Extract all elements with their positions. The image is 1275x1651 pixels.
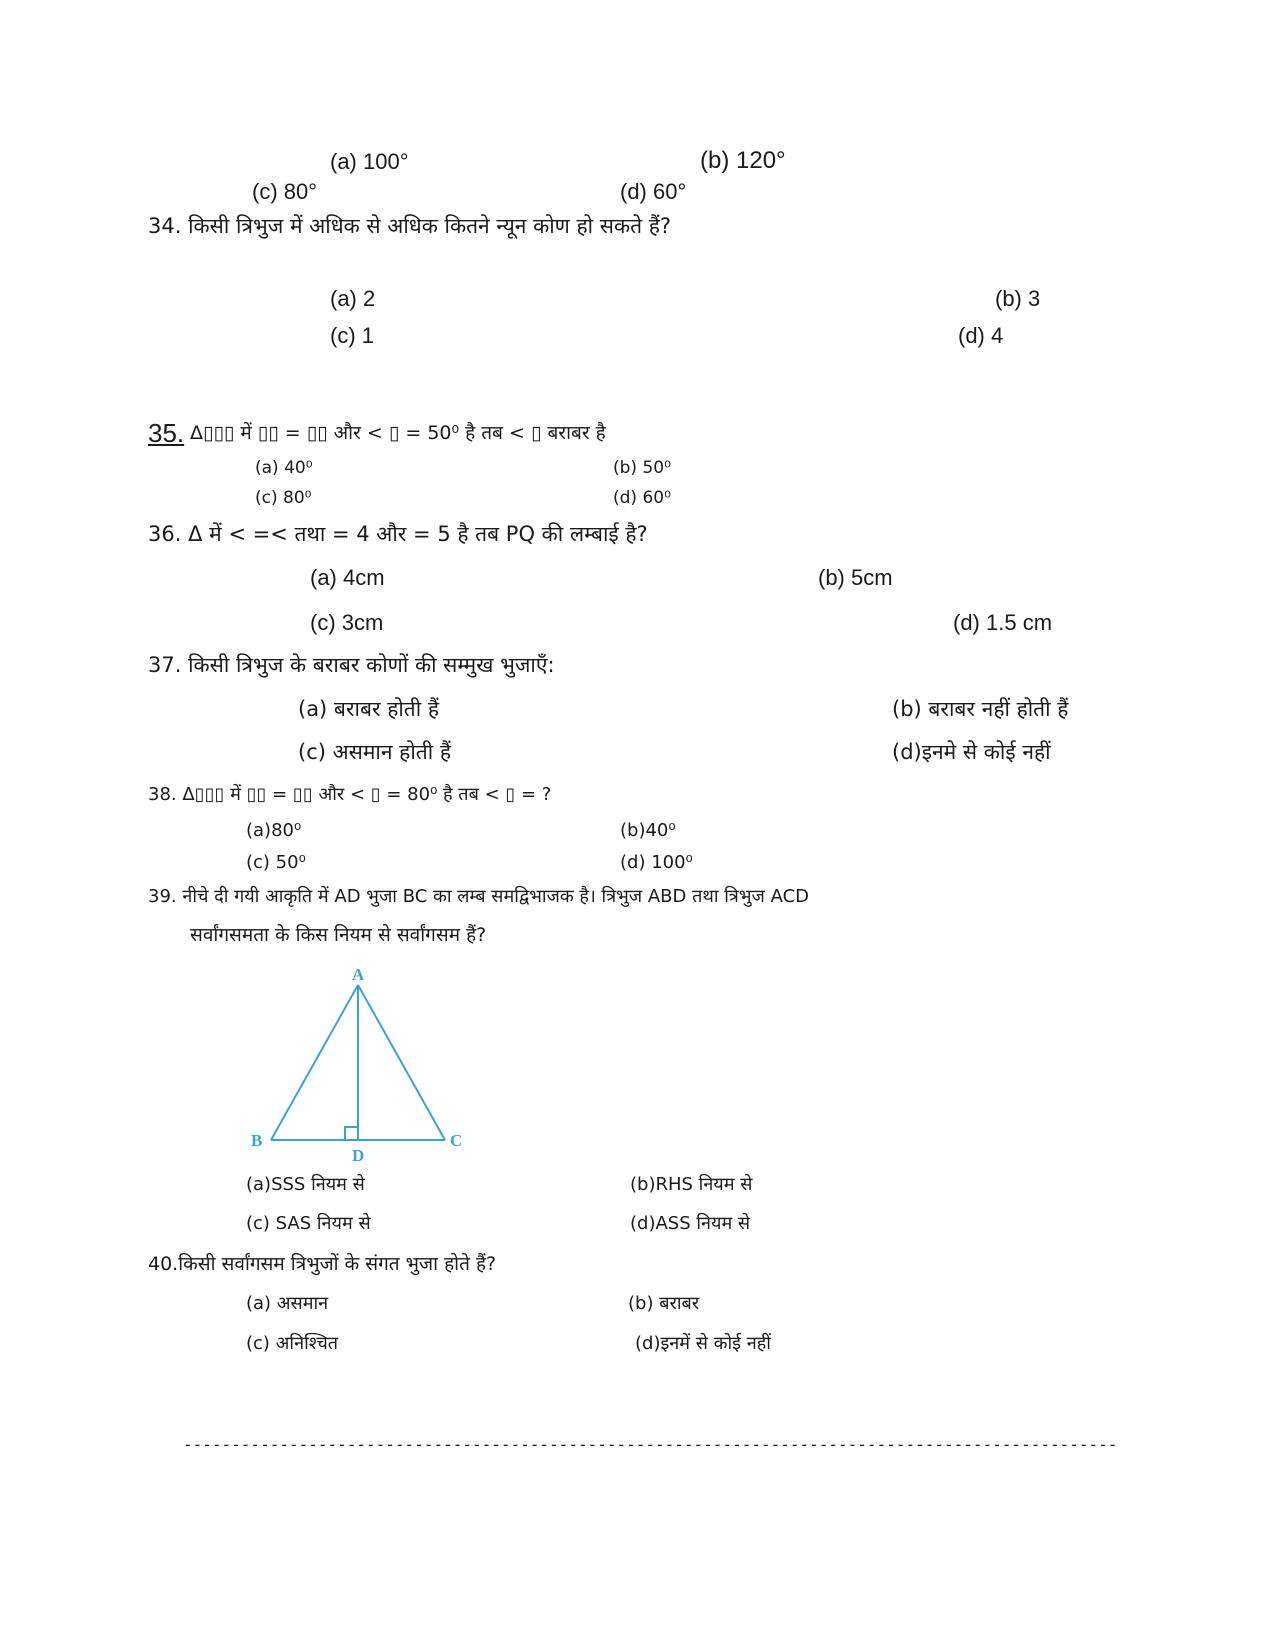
q36-option-b: (b) 5cm [818,565,893,590]
label-a: A [352,965,365,984]
q35-question: Δ▯▯▯ में ▯▯ = ▯▯ और < ▯ = 50⁰ है तब < ▯ बराबर है [190,422,606,444]
q39-option-b: (b)RHS नियम से [630,1174,753,1195]
q35-option-b: (b) 50⁰ [613,458,671,478]
q37-option-a: (a) बराबर होती हैं [298,697,440,721]
label-d: D [352,1146,365,1165]
q36-option-d: (d) 1.5 cm [953,610,1053,635]
q34-option-d: (d) 4 [958,323,1004,348]
q38-option-c: (c) 50⁰ [246,852,306,873]
q39-question-line2: सर्वांगसमता के किस नियम से सर्वांगसम हैं? [190,924,487,946]
q33-option-c: (c) 80° [252,179,318,204]
q33-option-b: (b) 120° [700,147,786,174]
q37-option-b: (b) बराबर नहीं होती हैं [892,697,1069,721]
label-c: C [450,1131,463,1150]
q34-option-a: (a) 2 [330,286,376,311]
right-angle-mark [345,1127,358,1140]
q39-question-line1: 39. नीचे दी गयी आकृति में AD भुजा BC का लम्ब समद्विभाजक है। त्रिभुज ABD तथा त्रिभुज ACD [148,886,810,907]
q36-option-c: (c) 3cm [310,610,384,635]
q35-option-d: (d) 60⁰ [613,488,671,508]
q34-option-b: (b) 3 [995,286,1041,311]
label-b: B [251,1131,263,1150]
q39-option-a: (a)SSS नियम से [246,1174,365,1195]
q38-option-a: (a)80⁰ [246,820,302,841]
q37-question: 37. किसी त्रिभुज के बराबर कोणों की सम्मुख भुजाएँ: [148,653,555,677]
q35-option-a: (a) 40⁰ [255,458,313,478]
q40-option-b: (b) बराबर [628,1293,700,1314]
q36-question: 36. Δ में < =< तथा = 4 और = 5 है तब PQ की लम्बाई है? [148,522,648,546]
q37-option-d: (d)इनमे से कोई नहीं [892,740,1051,764]
q39-option-d: (d)ASS नियम से [630,1213,751,1234]
q38-question: 38. Δ▯▯▯ में ▯▯ = ▯▯ और < ▯ = 80⁰ है तब < ▯ = ? [148,784,552,805]
side-ab [271,985,358,1140]
q40-option-c: (c) अनिश्चित [246,1333,339,1354]
q35-number: 35. [148,418,185,448]
side-ac [358,985,445,1140]
q37-option-c: (c) असमान होती हैं [298,740,451,764]
q35-option-c: (c) 80⁰ [255,488,312,508]
footer-divider: ------------------------------------------------------------------------------------------------- [183,1435,1118,1454]
q40-option-d: (d)इनमें से कोई नहीं [635,1333,771,1354]
q33-option-a: (a) 100° [330,149,409,174]
q34-option-c: (c) 1 [330,323,374,348]
q36-option-a: (a) 4cm [310,565,385,590]
q40-question: 40.किसी सर्वांगसम त्रिभुजों के संगत भुजा होते हैं? [148,1253,497,1275]
q39-option-c: (c) SAS नियम से [246,1213,371,1234]
q38-option-d: (d) 100⁰ [620,852,693,873]
q38-option-b: (b)40⁰ [620,820,676,841]
q40-option-a: (a) असमान [246,1293,329,1314]
q34-question: 34. किसी त्रिभुज में अधिक से अधिक कितने न्यून कोण हो सकते हैं? [148,214,672,238]
q33-option-d: (d) 60° [620,179,687,204]
triangle-abc-figure [245,965,475,1165]
